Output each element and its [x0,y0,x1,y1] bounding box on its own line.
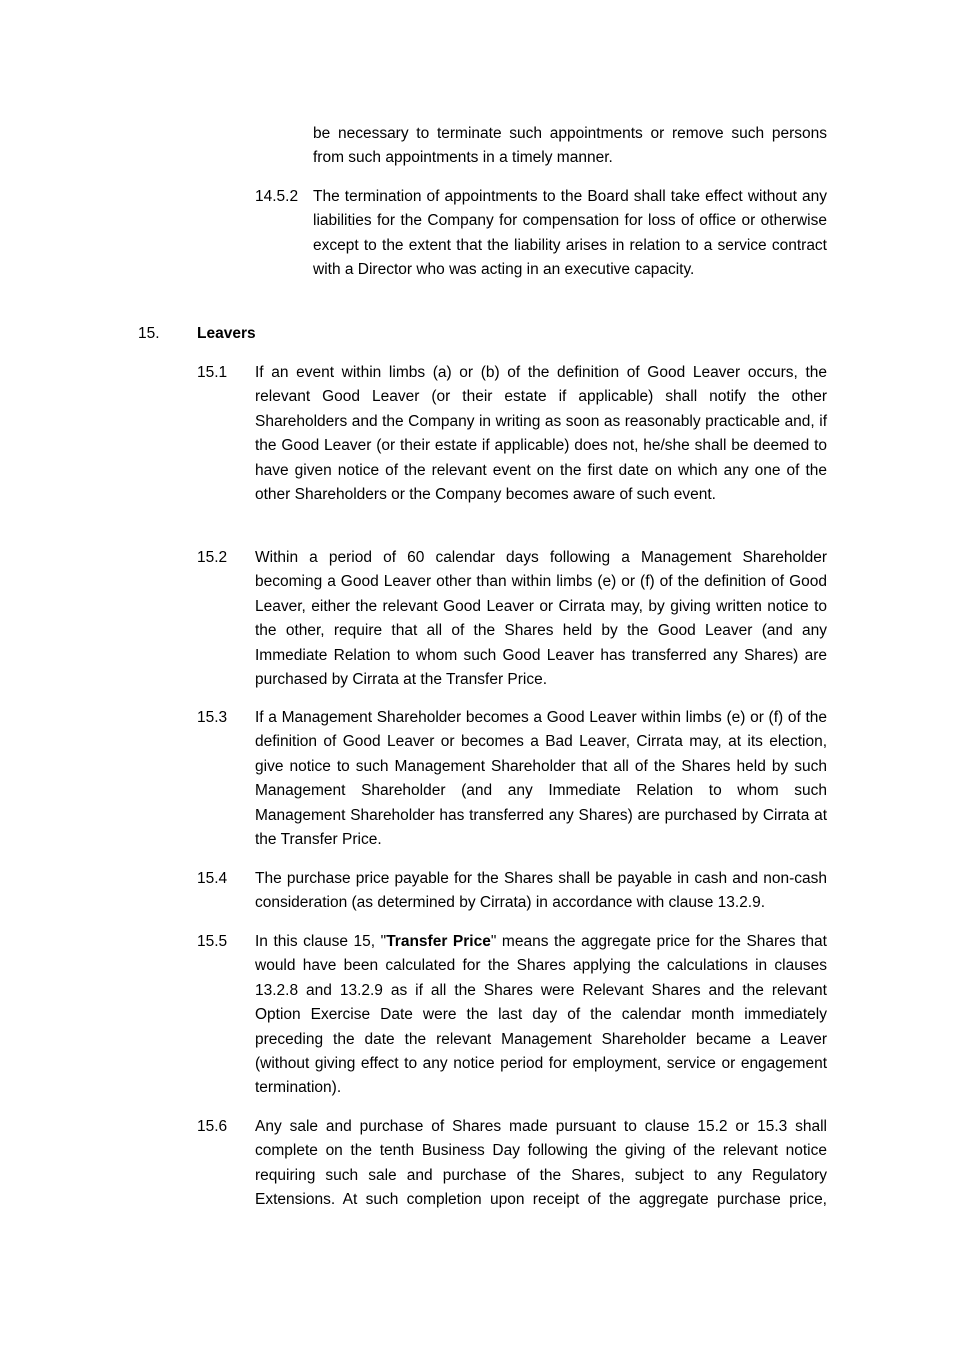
clause-number-15-6: 15.6 [197,1118,228,1135]
clause-text-15-2: Within a period of 60 calendar days following a Management Shareholder becoming a Good Leaver other than within limbs (e) or (f) of the definition of Good Leaver, either the relevant Good Leaver or Cirrata may, by giving written notice to the other, require that all of the Shares held by the Good Leaver (and any Immediate Relation to whom such Good Leaver has transferred any Shares) are purchased by Cirrata at the Transfer Price. [255,549,827,689]
clause-text-15-5 [255,930,827,1101]
continuation-paragraph: be necessary to terminate such appointments or remove such persons from such appointments in a timely manner. [313,125,827,167]
clause-number-15-2: 15.2 [197,549,228,566]
clause-number-15-5: 15.5 [197,933,228,950]
section-heading-leavers: Leavers [197,325,256,342]
clause-text-15-5-lead: In this clause 15, " [255,933,387,950]
clause-number-15-1: 15.1 [197,364,228,381]
clause-text-14-5-2: The termination of appointments to the Board shall take effect without any liabilities for the Company for compensation for loss of office or otherwise except to the extent that the liability arises in relation to a service contract with a Director who was acting in an executive capacity. [313,188,827,279]
clause-text-15-6: Any sale and purchase of Shares made pursuant to clause 15.2 or 15.3 shall complete on the tenth Business Day following the giving of the relevant notice requiring such sale and purchase of the Shares, subject to any Regulatory Extensions. At such completion upon receipt of the aggregate purchase price, [255,1118,827,1209]
clause-number-15-3: 15.3 [197,709,228,726]
clause-number-14-5-2: 14.5.2 [255,188,299,205]
clause-text-15-3: If a Management Shareholder becomes a Good Leaver within limbs (e) or (f) of the definition of Good Leaver or becomes a Bad Leaver, Cirrata may, at its election, give notice to such Management Shareholder that all of the Shares held by such Management Shareholder (and any Immediate Relation to whom such Management Shareholder has transferred any Shares) are purchased by Cirrata at the Transfer Price. [255,709,827,849]
clause-text-15-5-rest: " means the aggregate price for the Shares that would have been calculated for the Shares applying the calculations in clauses 13.2.8 and 13.2.9 as if all the Shares were Relevant Shares and the relevant Option Exercise Date were the last day of the calendar month immediately preceding the date the relevant Management Shareholder became a Leaver (without giving effect to any notice period for employment, service or engagement termination). [255,933,827,1097]
clause-number-15-4: 15.4 [197,870,228,887]
section-number-15: 15. [138,325,160,342]
clause-text-15-4: The purchase price payable for the Shares shall be payable in cash and non-cash consideration (as determined by Cirrata) in accordance with clause 13.2.9. [255,870,827,912]
defined-term-transfer-price: Transfer Price [386,933,491,950]
clause-text-15-1: If an event within limbs (a) or (b) of the definition of Good Leaver occurs, the relevant Good Leaver (or their estate if applicable) shall notify the other Shareholders and the Company in writing as soon as reasonably practicable and, if the Good Leaver (or their estate if applicable) does not, he/she shall be deemed to have given notice of the relevant event on the first date on which any one of the other Shareholders or the Company becomes aware of such event. [255,364,827,504]
